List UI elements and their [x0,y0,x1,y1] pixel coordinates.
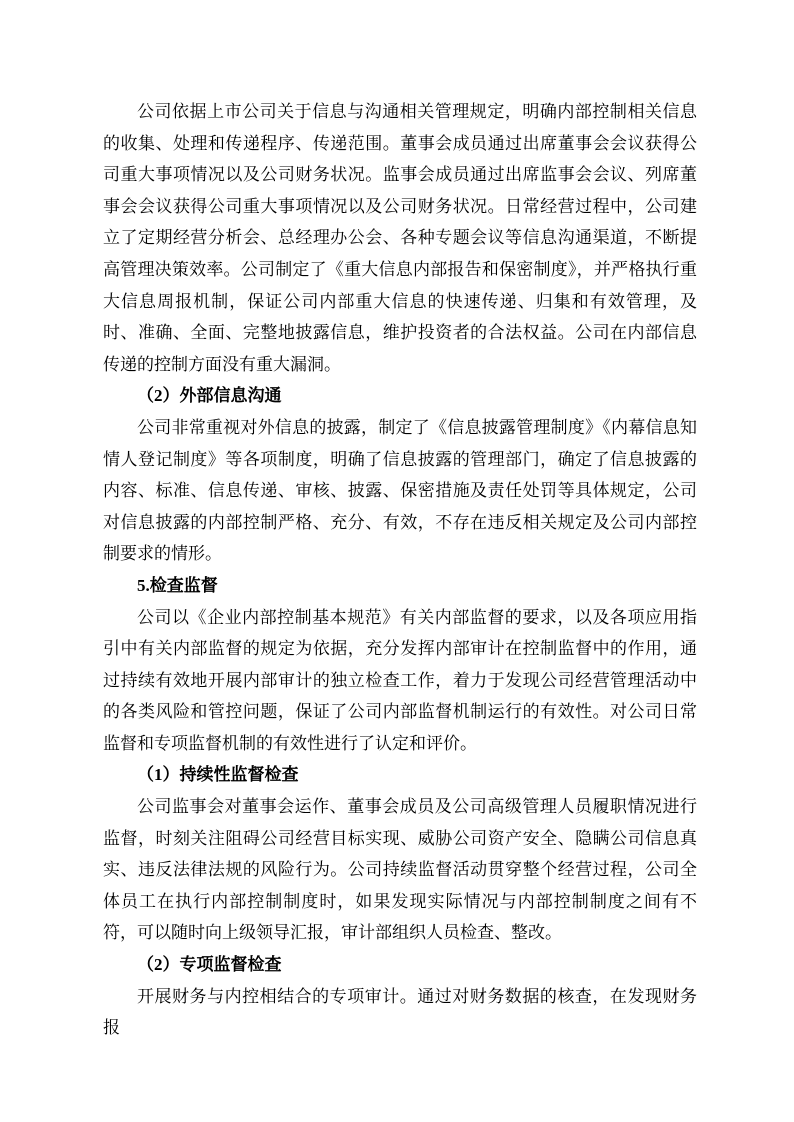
section-heading-external-info-communication: （2）外部信息沟通 [137,386,282,406]
paragraph-internal-audit-supervision: 公司以《企业内部控制基本规范》有关内部监督的要求，以及各项应用指引中有关内部监督的规定为依据，充分发挥内部审计在控制监督中的作用，通过持续有效地开展内部审计的独立检查工作，着力于发现公司经营管理活动中的各类风险和管控问题，保证了公司内部监督机制运行的有效性。对公司日常监督和专项监督机制的有效性进行了认定和评价。 [103,607,697,753]
section-heading-inspection-supervision: 5.检查监督 [137,575,218,595]
paragraph-continuous-supervision-detail: 公司监事会对董事会运作、董事会成员及公司高级管理人员履职情况进行监督，时刻关注阻碍公司经营目标实现、威胁公司资产安全、隐瞒公司信息真实、违反法律法规的风险行为。公司持续监督活动贯穿整个经营过程，公司全体员工在执行内部控制制度时，如果发现实际情况与内部控制制度之间有不符，可以随时向上级领导汇报，审计部组织人员检查、整改。 [103,797,697,943]
section-heading-special-supervision: （2）专项监督检查 [137,955,282,975]
paragraph-external-disclosure: 公司非常重视对外信息的披露，制定了《信息披露管理制度》《内幕信息知情人登记制度》等各项制度，明确了信息披露的管理部门，确定了信息披露的内容、标准、信息传递、审核、披露、保密措施及责任处罚等具体规定，公司对信息披露的内部控制严格、充分、有效，不存在违反相关规定及公司内部控制要求的情形。 [103,417,697,564]
paragraph-special-audit: 开展财务与内控相结合的专项审计。通过对财务数据的核查，在发现财务报 [103,986,697,1038]
paragraph-internal-info-communication: 公司依据上市公司关于信息与沟通相关管理规定，明确内部控制相关信息的收集、处理和传递程序、传递范围。董事会成员通过出席董事会会议获得公司重大事项情况以及公司财务状况。监事会成员通过出席监事会会议、列席董事会会议获得公司重大事项情况以及公司财务状况。日常经营过程中，公司建立了定期经营分析会、总经理办公会、各种专题会议等信息沟通渠道，不断提高管理决策效率。公司制定了《重大信息内部报告和保密制度》，并严格执行重大信息周报机制，保证公司内部重大信息的快速传递、归集和有效管理，及时、准确、全面、完整地披露信息，维护投资者的合法权益。公司在内部信息传递的控制方面没有重大漏洞。 [103,102,697,374]
section-heading-continuous-supervision: （1）持续性监督检查 [137,765,299,785]
